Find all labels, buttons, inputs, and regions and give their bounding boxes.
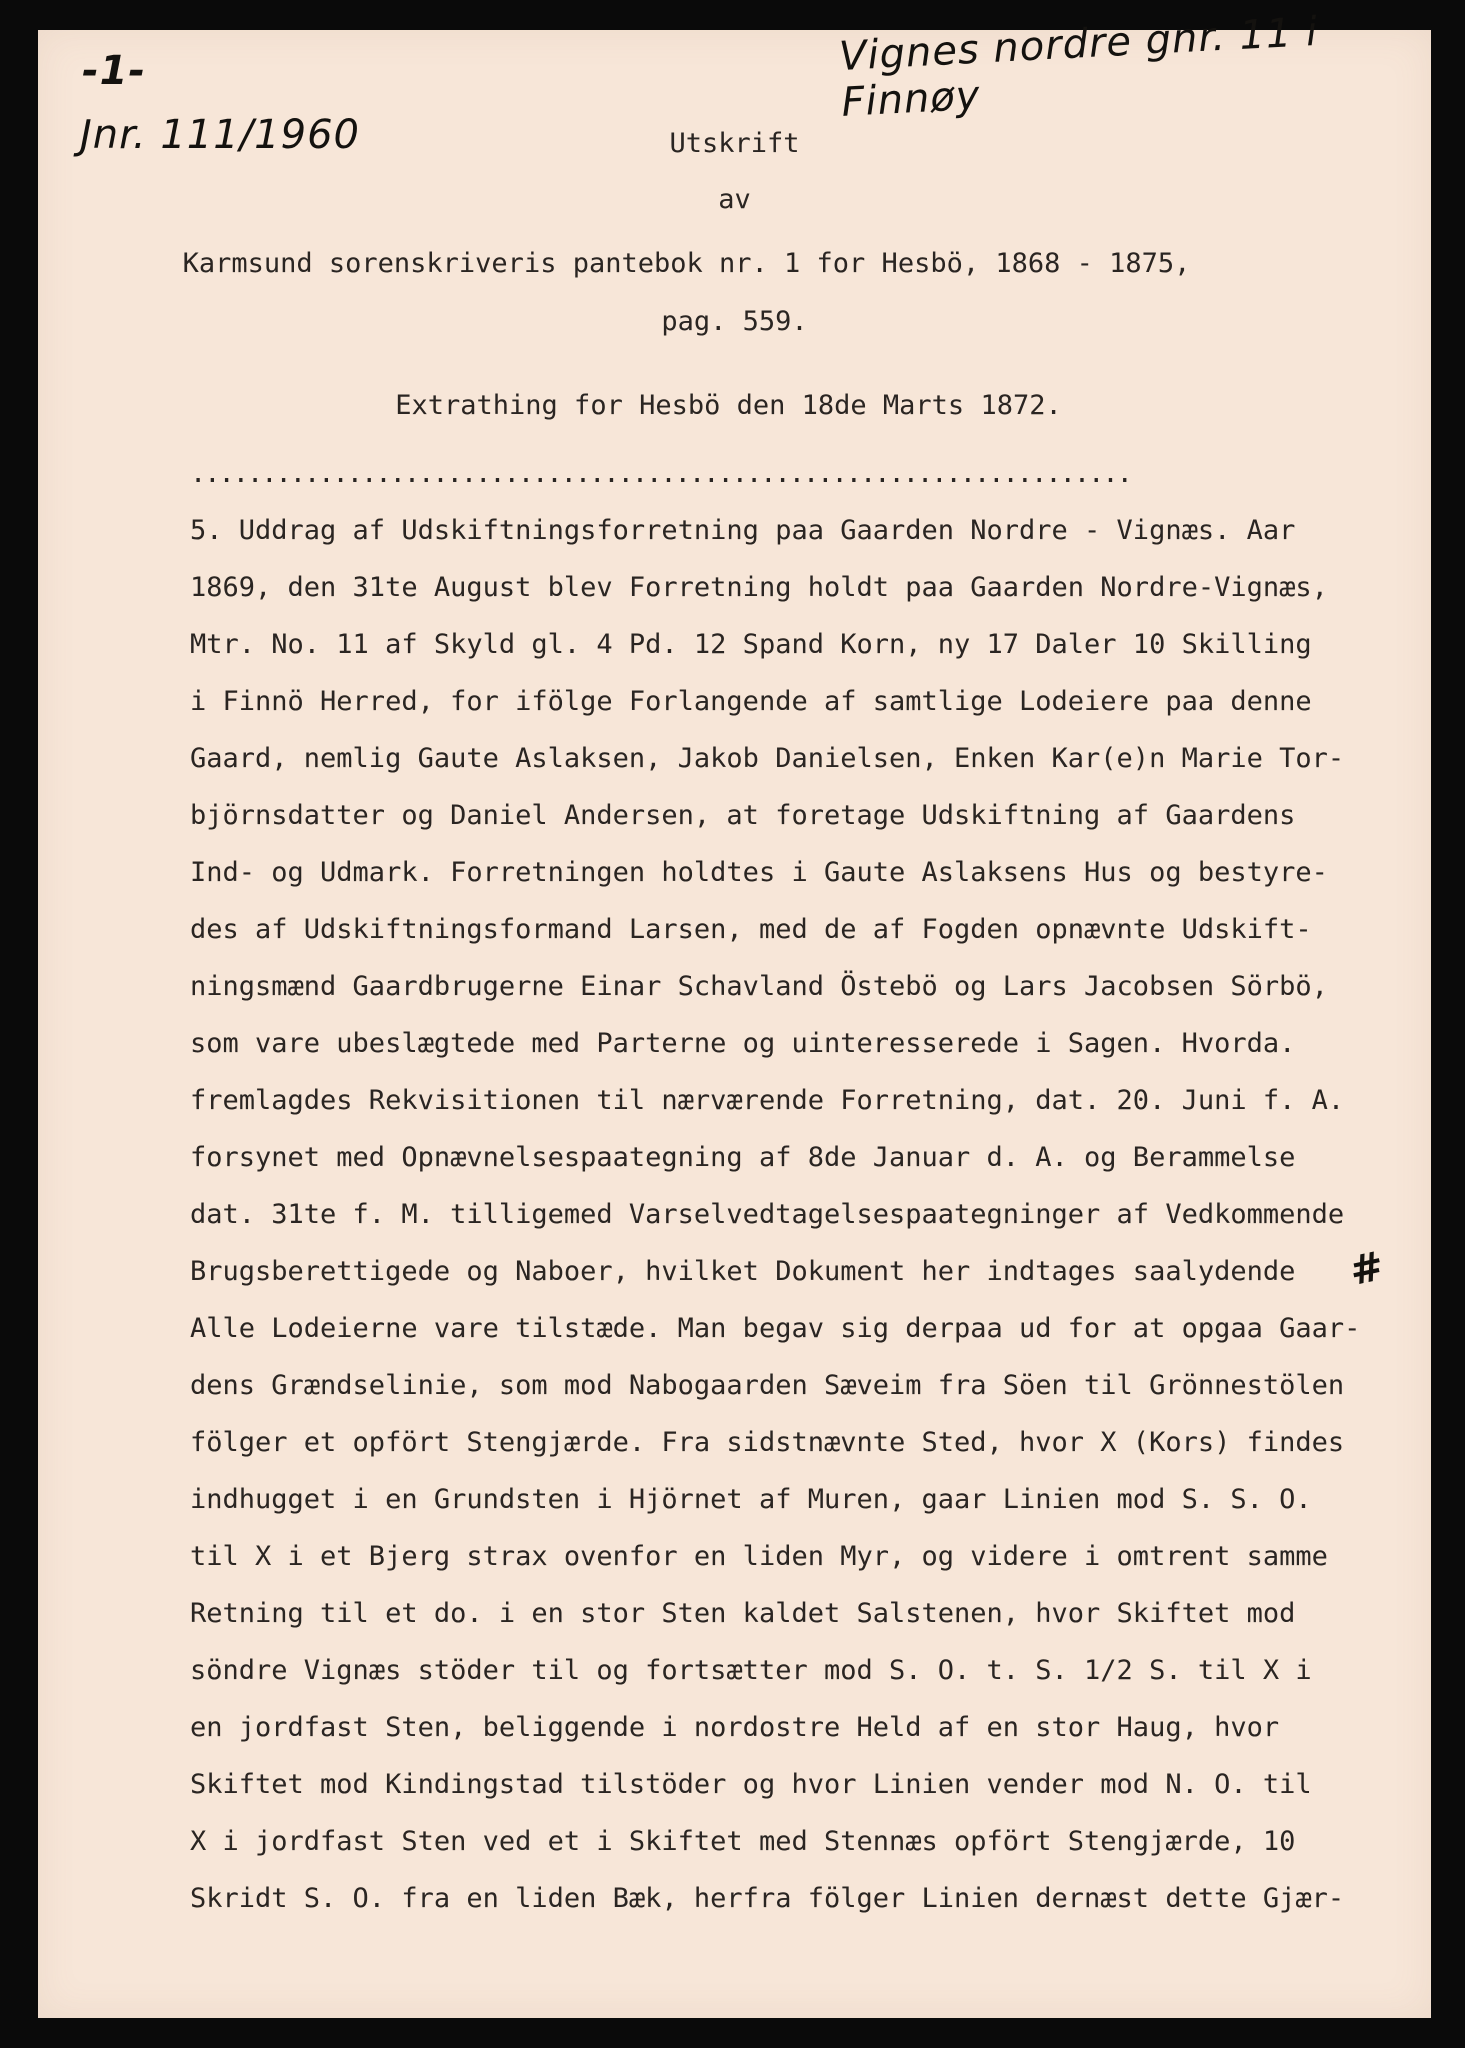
source-reference: Karmsund sorenskriveris pantebok nr. 1 for Hesbö, 1868 - 1875,: [182, 248, 1191, 279]
body-line: dat. 31te f. M. tilligemed Varselvedtagelsespaategninger af Vedkommende: [190, 1199, 1345, 1230]
handwritten-title-annotation: Vignes nordre gnr. 11 i Finnøy: [838, 8, 1320, 126]
document-title: Utskrift: [669, 128, 800, 159]
session-heading: Extrathing for Hesbö den 18de Marts 1872.: [395, 390, 1062, 421]
body-line: X i jordfast Sten ved et i Skiftet med Stennæs opfört Stengjærde, 10: [190, 1826, 1296, 1857]
body-line: dens Grændselinie, som mod Nabogaarden Sæveim fra Söen til Grönnestölen: [190, 1370, 1345, 1401]
body-line: söndre Vignæs stöder til og fortsætter mod S. O. t. S. 1/2 S. til X i: [190, 1655, 1312, 1686]
body-line: indhugget i en Grundsten i Hjörnet af Muren, gaar Linien mod S. S. O.: [190, 1484, 1312, 1515]
body-line: 5. Uddrag af Udskiftningsforretning paa Gaarden Nordre - Vignæs. Aar: [190, 515, 1296, 546]
handwritten-page-number: -1-: [82, 48, 147, 94]
body-line: Alle Lodeierne vare tilstæde. Man begav sig derpaa ud for at opgaa Gaar-: [190, 1313, 1361, 1344]
body-line: Ind- og Udmark. Forretningen holdtes i Gaute Aslaksens Hus og bestyre-: [190, 857, 1328, 888]
body-line: ningsmænd Gaardbrugerne Einar Schavland Östebö og Lars Jacobsen Sörbö,: [190, 971, 1328, 1002]
body-line: fremlagdes Rekvisitionen til nærværende Forretning, dat. 20. Juni f. A.: [190, 1085, 1345, 1116]
body-line: Mtr. No. 11 af Skyld gl. 4 Pd. 12 Spand Korn, ny 17 Daler 10 Skilling: [190, 629, 1312, 660]
body-line: en jordfast Sten, beliggende i nordostre Held af en stor Haug, hvor: [190, 1712, 1280, 1743]
body-line: Retning til et do. i en stor Sten kaldet Salstenen, hvor Skiftet mod: [190, 1598, 1296, 1629]
body-line: til X i et Bjerg strax ovenfor en liden Myr, og videre i omtrent samme: [190, 1541, 1328, 1572]
body-line: Skridt S. O. fra en liden Bæk, herfra fölger Linien dernæst dette Gjær-: [190, 1883, 1345, 1914]
body-line: som vare ubeslægtede med Parterne og uinteresserede i Sagen. Hvorda.: [190, 1028, 1296, 1059]
page-reference: pag. 559.: [661, 306, 808, 337]
body-line: Brugsberettigede og Naboer, hvilket Dokument her indtages saalydende: [190, 1256, 1296, 1287]
transcript-body: [190, 502, 1430, 1927]
body-line: fölger et opfört Stengjærde. Fra sidstnævnte Sted, hvor X (Kors) findes: [190, 1427, 1345, 1458]
body-line: björnsdatter og Daniel Andersen, at foretage Udskiftning af Gaardens: [190, 800, 1296, 831]
body-line: 1869, den 31te August blev Forretning holdt paa Gaarden Nordre-Vignæs,: [190, 572, 1328, 603]
body-line: Skiftet mod Kindingstad tilstöder og hvor Linien vender mod N. O. til: [190, 1769, 1312, 1800]
document-page: [38, 8, 1431, 2018]
body-line: forsynet med Opnævnelsespaategning af 8de Januar d. A. og Berammelse: [190, 1142, 1296, 1173]
body-line: des af Udskiftningsformand Larsen, med de af Fogden opnævnte Udskift-: [190, 914, 1312, 945]
handwritten-journal-number: Jnr. 111/1960: [80, 112, 360, 158]
dotted-separator: ..................................................................: [190, 458, 1131, 489]
document-subtitle: av: [718, 184, 751, 215]
handwritten-insertion-mark: #: [1345, 1243, 1388, 1295]
body-line: Gaard, nemlig Gaute Aslaksen, Jakob Danielsen, Enken Kar(e)n Marie Tor-: [190, 743, 1345, 774]
body-line: i Finnö Herred, for ifölge Forlangende af samtlige Lodeiere paa denne: [190, 686, 1312, 717]
